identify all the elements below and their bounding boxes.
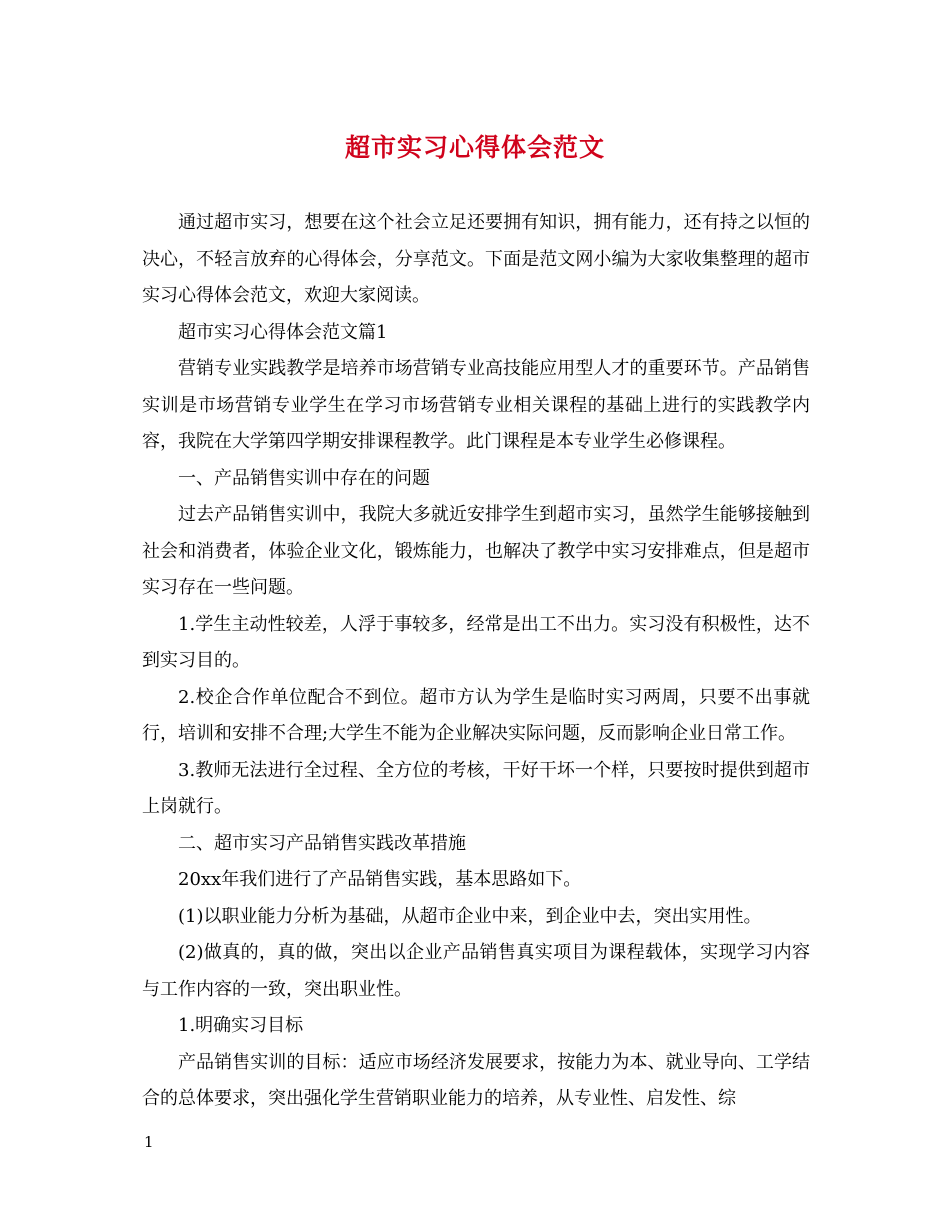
list-item: (1)以职业能力分析为基础，从超市企业中来，到企业中去，突出实用性。 (178, 905, 762, 927)
list-item: 3.教师无法进行全过程、全方位的考核，干好干坏一个样，只要按时提供到超市上岗就行。 (142, 759, 810, 817)
paragraph: 营销专业实践教学是培养市场营销专业高技能应用型人才的重要环节。产品销售实训是市场营销专业学生在学习市场营销专业相关课程的基础上进行的实践教学内容，我院在大学第四学期安排课程教学。此门课程是本专业学生必修课程。 (142, 358, 810, 452)
section-heading: 超市实习心得体会范文篇1 (178, 321, 388, 343)
paragraph: 过去产品销售实训中，我院大多就近安排学生到超市实习，虽然学生能够接触到社会和消费者，体验企业文化，锻炼能力，也解决了教学中实习安排难点，但是超市实习存在一些问题。 (142, 504, 810, 598)
list-item: (2)做真的，真的做，突出以企业产品销售真实项目为课程载体，实现学习内容与工作内容的一致，突出职业性。 (142, 942, 810, 1000)
subsection-heading: 1.明确实习目标 (178, 1015, 304, 1036)
document-title: 超市实习心得体会范文 (344, 133, 605, 162)
paragraph: 产品销售实训的目标：适应市场经济发展要求，按能力为本、就业导向、工学结合的总体要求，突出强化学生营销职业能力的培养，从专业性、启发性、综 (142, 1051, 810, 1109)
section-heading: 二、超市实习产品销售实践改革措施 (178, 832, 466, 854)
paragraph: 20xx年我们进行了产品销售实践，基本思路如下。 (178, 869, 582, 890)
page-number: 1 (144, 1133, 154, 1151)
document-body (142, 205, 810, 1118)
list-item: 2.校企合作单位配合不到位。超市方认为学生是临时实习两周，只要不出事就行，培训和安排不合理;大学生不能为企业解决实际问题，反而影响企业日常工作。 (142, 686, 810, 744)
section-heading: 一、产品销售实训中存在的问题 (178, 467, 430, 489)
paragraph: 通过超市实习，想要在这个社会立足还要拥有知识，拥有能力，还有持之以恒的决心，不轻言放弃的心得体会，分享范文。下面是范文网小编为大家收集整理的超市实习心得体会范文，欢迎大家阅读。 (142, 212, 810, 306)
list-item: 1.学生主动性较差，人浮于事较多，经常是出工不出力。实习没有积极性，达不到实习目的。 (142, 613, 810, 671)
